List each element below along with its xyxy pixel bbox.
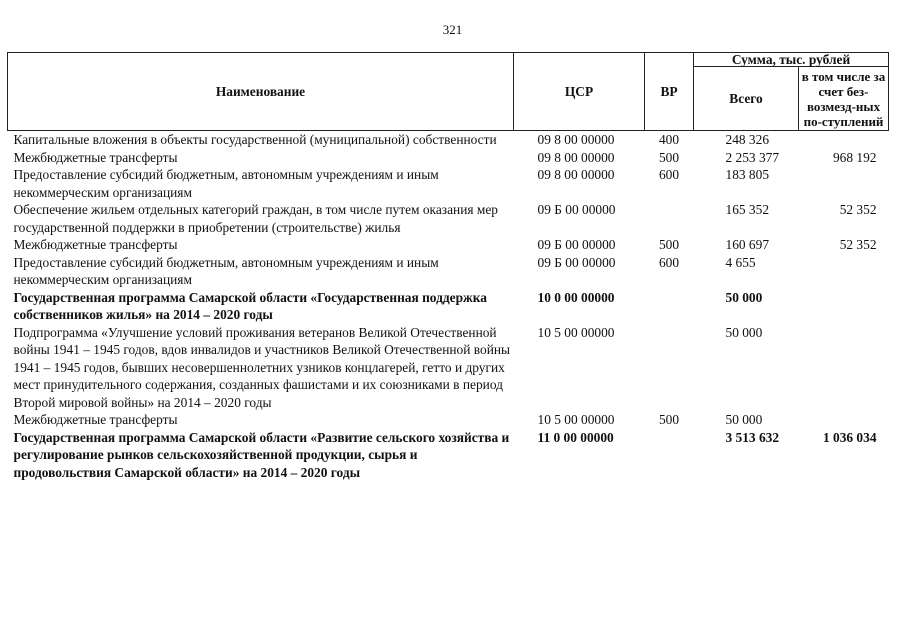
page-number: 321	[442, 22, 463, 37]
row-incl	[799, 324, 889, 412]
row-name: Государственная программа Самарской области «Государственная поддержка собственников жилья» на 2014 – 2020 годы	[13, 289, 487, 322]
row-vr	[645, 429, 694, 482]
row-total: 248 326	[725, 132, 770, 147]
header-vr: ВР	[645, 53, 694, 131]
row-csr: 11 0 00 00000	[537, 429, 614, 445]
budget-table	[7, 52, 889, 481]
table-row	[8, 411, 889, 429]
table-row	[8, 289, 889, 324]
row-total: 3 513 632	[725, 429, 780, 445]
row-csr: 10 5 00 00000	[537, 412, 615, 427]
row-name: Подпрограмма «Улучшение условий проживания ветеранов Великой Отечественной войны 1941 – 1945 годов, вдов инвалидов и участников Великой Отечественной войны 1941 – 1945 годов, бывших несовершеннолетних узников концлагерей, гетто и других мест принудительного содержания, созданных фашистами и их союзниками в период Второй мировой войны» на 2014 – 2020 годы	[13, 324, 511, 410]
row-total: 50 000	[725, 412, 763, 427]
row-name: Государственная программа Самарской области «Развитие сельского хозяйства и регулирование рынков сельскохозяйственной продукции, сырья и продовольствия Самарской области» на 2014 – 2020 годы	[13, 429, 510, 480]
row-name: Межбюджетные трансферты	[13, 149, 178, 165]
row-csr: 10 0 00 00000	[537, 289, 615, 305]
row-incl: 1 036 034	[822, 429, 877, 445]
header-incl: в том числе за счет без-возмезд-ных по-ступлений	[799, 67, 889, 131]
table-body	[8, 131, 889, 482]
row-vr: 600	[658, 167, 680, 182]
row-vr	[645, 324, 694, 412]
row-vr: 500	[658, 149, 680, 165]
table-header	[8, 53, 889, 131]
row-incl: 52 352	[839, 237, 877, 252]
table-row	[8, 236, 889, 254]
row-csr: 09 Б 00 00000	[537, 254, 616, 270]
row-total: 2 253 377	[725, 149, 780, 165]
row-name: Межбюджетные трансферты	[13, 412, 178, 427]
row-incl	[799, 131, 889, 149]
row-total: 160 697	[725, 237, 770, 252]
row-incl	[799, 289, 889, 324]
row-csr: 09 Б 00 00000	[537, 237, 616, 252]
row-vr: 500	[658, 412, 680, 427]
row-csr: 09 Б 00 00000	[537, 202, 616, 217]
row-csr: 09 8 00 00000	[537, 167, 615, 182]
table-row	[8, 131, 889, 149]
table-row	[8, 166, 889, 201]
row-name: Межбюджетные трансферты	[13, 237, 178, 252]
row-total: 165 352	[725, 202, 770, 217]
header-total: Всего	[694, 67, 799, 131]
table-row	[8, 201, 889, 236]
table-row	[8, 254, 889, 289]
row-total: 50 000	[725, 324, 763, 340]
table-row	[8, 324, 889, 412]
table-row	[8, 429, 889, 482]
row-incl: 968 192	[832, 149, 877, 165]
row-vr: 600	[658, 254, 680, 270]
row-incl	[799, 254, 889, 289]
row-csr: 09 8 00 00000	[537, 132, 615, 147]
row-total: 183 805	[725, 167, 770, 182]
row-name: Предоставление субсидий бюджетным, автономным учреждениям и иным некоммерческим организациям	[13, 254, 439, 287]
row-total: 4 655	[725, 254, 756, 270]
row-incl	[799, 166, 889, 201]
header-csr: ЦСР	[514, 53, 645, 131]
header-sum: Сумма, тыс. рублей	[694, 53, 889, 67]
row-name: Капитальные вложения в объекты государственной (муниципальной) собственности	[13, 132, 497, 147]
row-name: Обеспечение жильем отдельных категорий граждан, в том числе путем оказания мер государственной поддержки в приобретении (строительстве) жилья	[13, 202, 498, 235]
row-vr: 400	[658, 132, 680, 147]
row-csr: 09 8 00 00000	[537, 149, 615, 165]
table-row	[8, 149, 889, 167]
row-incl	[799, 411, 889, 429]
row-incl: 52 352	[839, 202, 877, 217]
row-vr	[645, 201, 694, 236]
row-total: 50 000	[725, 289, 763, 305]
row-name: Предоставление субсидий бюджетным, автономным учреждениям и иным некоммерческим организациям	[13, 167, 439, 200]
row-vr: 500	[658, 237, 680, 252]
row-vr	[645, 289, 694, 324]
header-name: Наименование	[8, 53, 514, 131]
row-csr: 10 5 00 00000	[537, 324, 615, 340]
